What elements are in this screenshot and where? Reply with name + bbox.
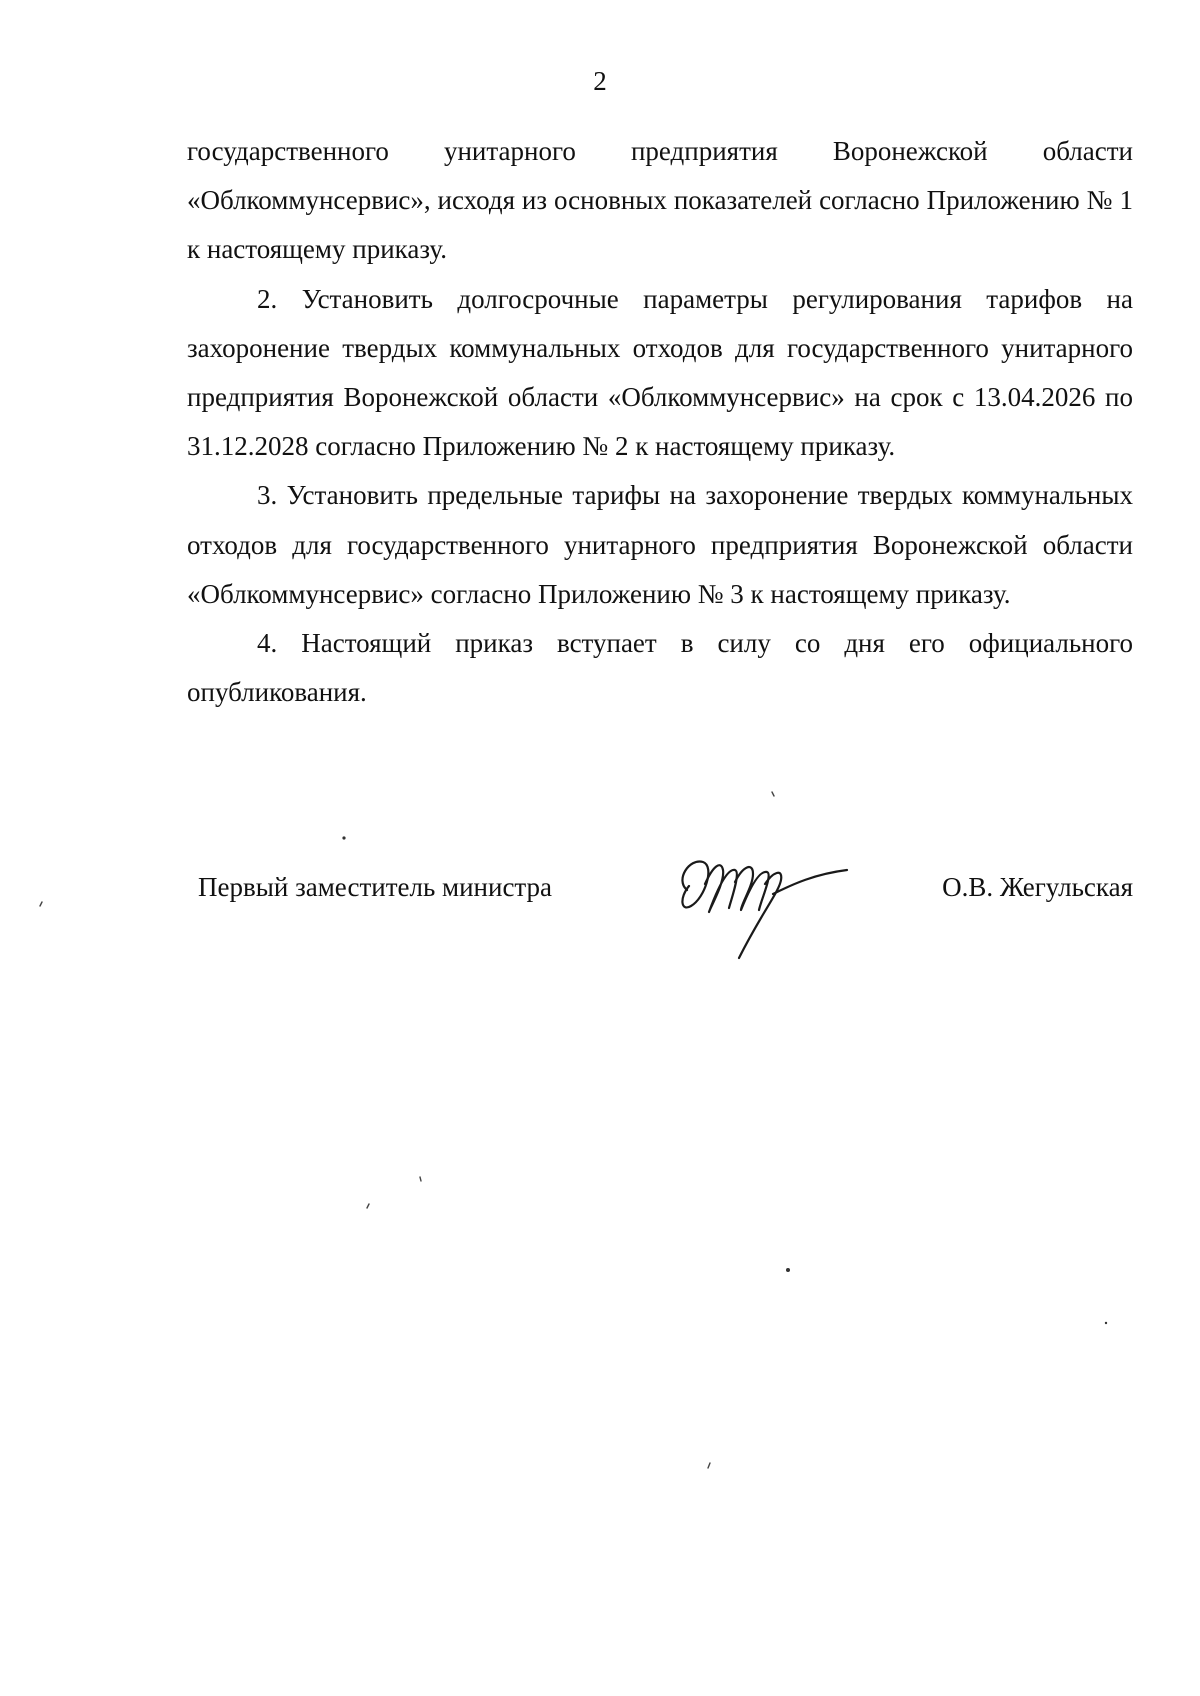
document-body: [187, 127, 1133, 717]
paragraph-item-4: 4. Настоящий приказ вступает в силу со дня его официального опубликования.: [187, 628, 1133, 708]
paragraph-continuation: государственного унитарного предприятия Воронежской области «Облкоммунсервис», исходя из основных показателей согласно Приложению № 1 к настоящему приказу.: [187, 136, 1133, 265]
page-number: 2: [593, 66, 607, 96]
paragraph-item-2: 2. Установить долгосрочные параметры регулирования тарифов на захоронение твердых коммунальных отходов для государственного унитарного предприятия Воронежской области «Облкоммунсервис» на срок с 13.04.2026 по 31.12.2028 согласно Приложению № 2 к настоящему приказу.: [187, 283, 1133, 462]
signatory-name: О.В. Жегульская: [942, 872, 1133, 902]
handwritten-signature: [665, 840, 865, 960]
signatory-title: Первый заместитель министра: [198, 872, 553, 902]
paragraph-item-3: 3. Установить предельные тарифы на захоронение твердых коммунальных отходов для государственного унитарного предприятия Воронежской области «Облкоммунсервис» согласно Приложению № 3 к настоящему приказу.: [187, 480, 1133, 609]
